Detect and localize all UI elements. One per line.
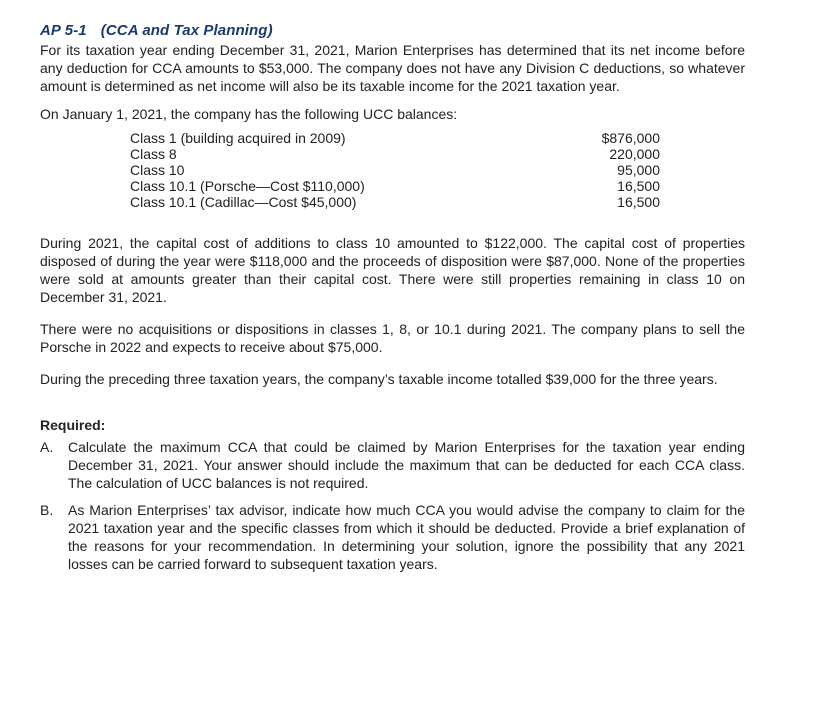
required-item-text: As Marion Enterprises’ tax advisor, indicate how much CCA you would advise the company to claim for the 2021 taxation year and the specific classes from which it should be deducted. Provide a brief explanation of the reasons for your recommendation. In determining your solution, ignore the possibility that any 2021 losses can be carried forward to subsequent taxation years. [68, 502, 745, 572]
balance-amount: $876,000 [601, 130, 660, 146]
balance-row [130, 178, 660, 194]
required-item-text: Calculate the maximum CCA that could be claimed by Marion Enterprises for the taxation year ending December 31, 2021. Your answer should include the maximum that can be deducted for each CCA class. The calculation of UCC balances is not required. [68, 439, 745, 491]
balance-label: Class 10.1 (Porsche—Cost $110,000) [130, 178, 365, 194]
problem-number: AP 5-1 [40, 22, 87, 39]
required-item-a [40, 438, 745, 492]
balance-row [130, 146, 660, 162]
balances-intro-paragraph: On January 1, 2021, the company has the following UCC balances: [40, 106, 458, 122]
required-item-letter: B. [40, 502, 54, 518]
balance-amount: 16,500 [617, 194, 660, 210]
problem-heading [40, 22, 745, 39]
balance-amount: 220,000 [609, 146, 660, 162]
balance-row [130, 162, 660, 178]
preceding-years-paragraph: During the preceding three taxation years, the company’s taxable income totalled $39,000 for the three years. [40, 371, 718, 387]
problem-page [40, 22, 745, 573]
balance-amount: 95,000 [617, 162, 660, 178]
no-acquisitions-paragraph: There were no acquisitions or dispositions in classes 1, 8, or 10.1 during 2021. The company plans to sell the Porsche in 2022 and expects to receive about $75,000. [40, 321, 745, 355]
balance-label: Class 10 [130, 162, 185, 178]
required-item-b [40, 501, 745, 573]
balance-label: Class 1 (building acquired in 2009) [130, 130, 346, 146]
required-heading: Required: [40, 417, 106, 433]
balance-row [130, 130, 660, 146]
ucc-balances-table [130, 130, 660, 210]
problem-title: (CCA and Tax Planning) [100, 22, 273, 39]
balance-row [130, 194, 660, 210]
balance-amount: 16,500 [617, 178, 660, 194]
balance-label: Class 10.1 (Cadillac—Cost $45,000) [130, 194, 357, 210]
required-item-letter: A. [40, 439, 54, 455]
balance-label: Class 8 [130, 146, 177, 162]
intro-paragraph: For its taxation year ending December 31, 2021, Marion Enterprises has determined that its net income before any deduction for CCA amounts to $53,000. The company does not have any Division C deductions, so whatever amount is determined as net income will also be its taxable income for the 2021 taxation year. [40, 42, 745, 94]
class10-paragraph: During 2021, the capital cost of additions to class 10 amounted to $122,000. The capital cost of properties disposed of during the year were $118,000 and the proceeds of disposition were $87,000. None of the properties were sold at amounts greater than their capital cost. There were still properties remaining in class 10 on December 31, 2021. [40, 235, 745, 305]
